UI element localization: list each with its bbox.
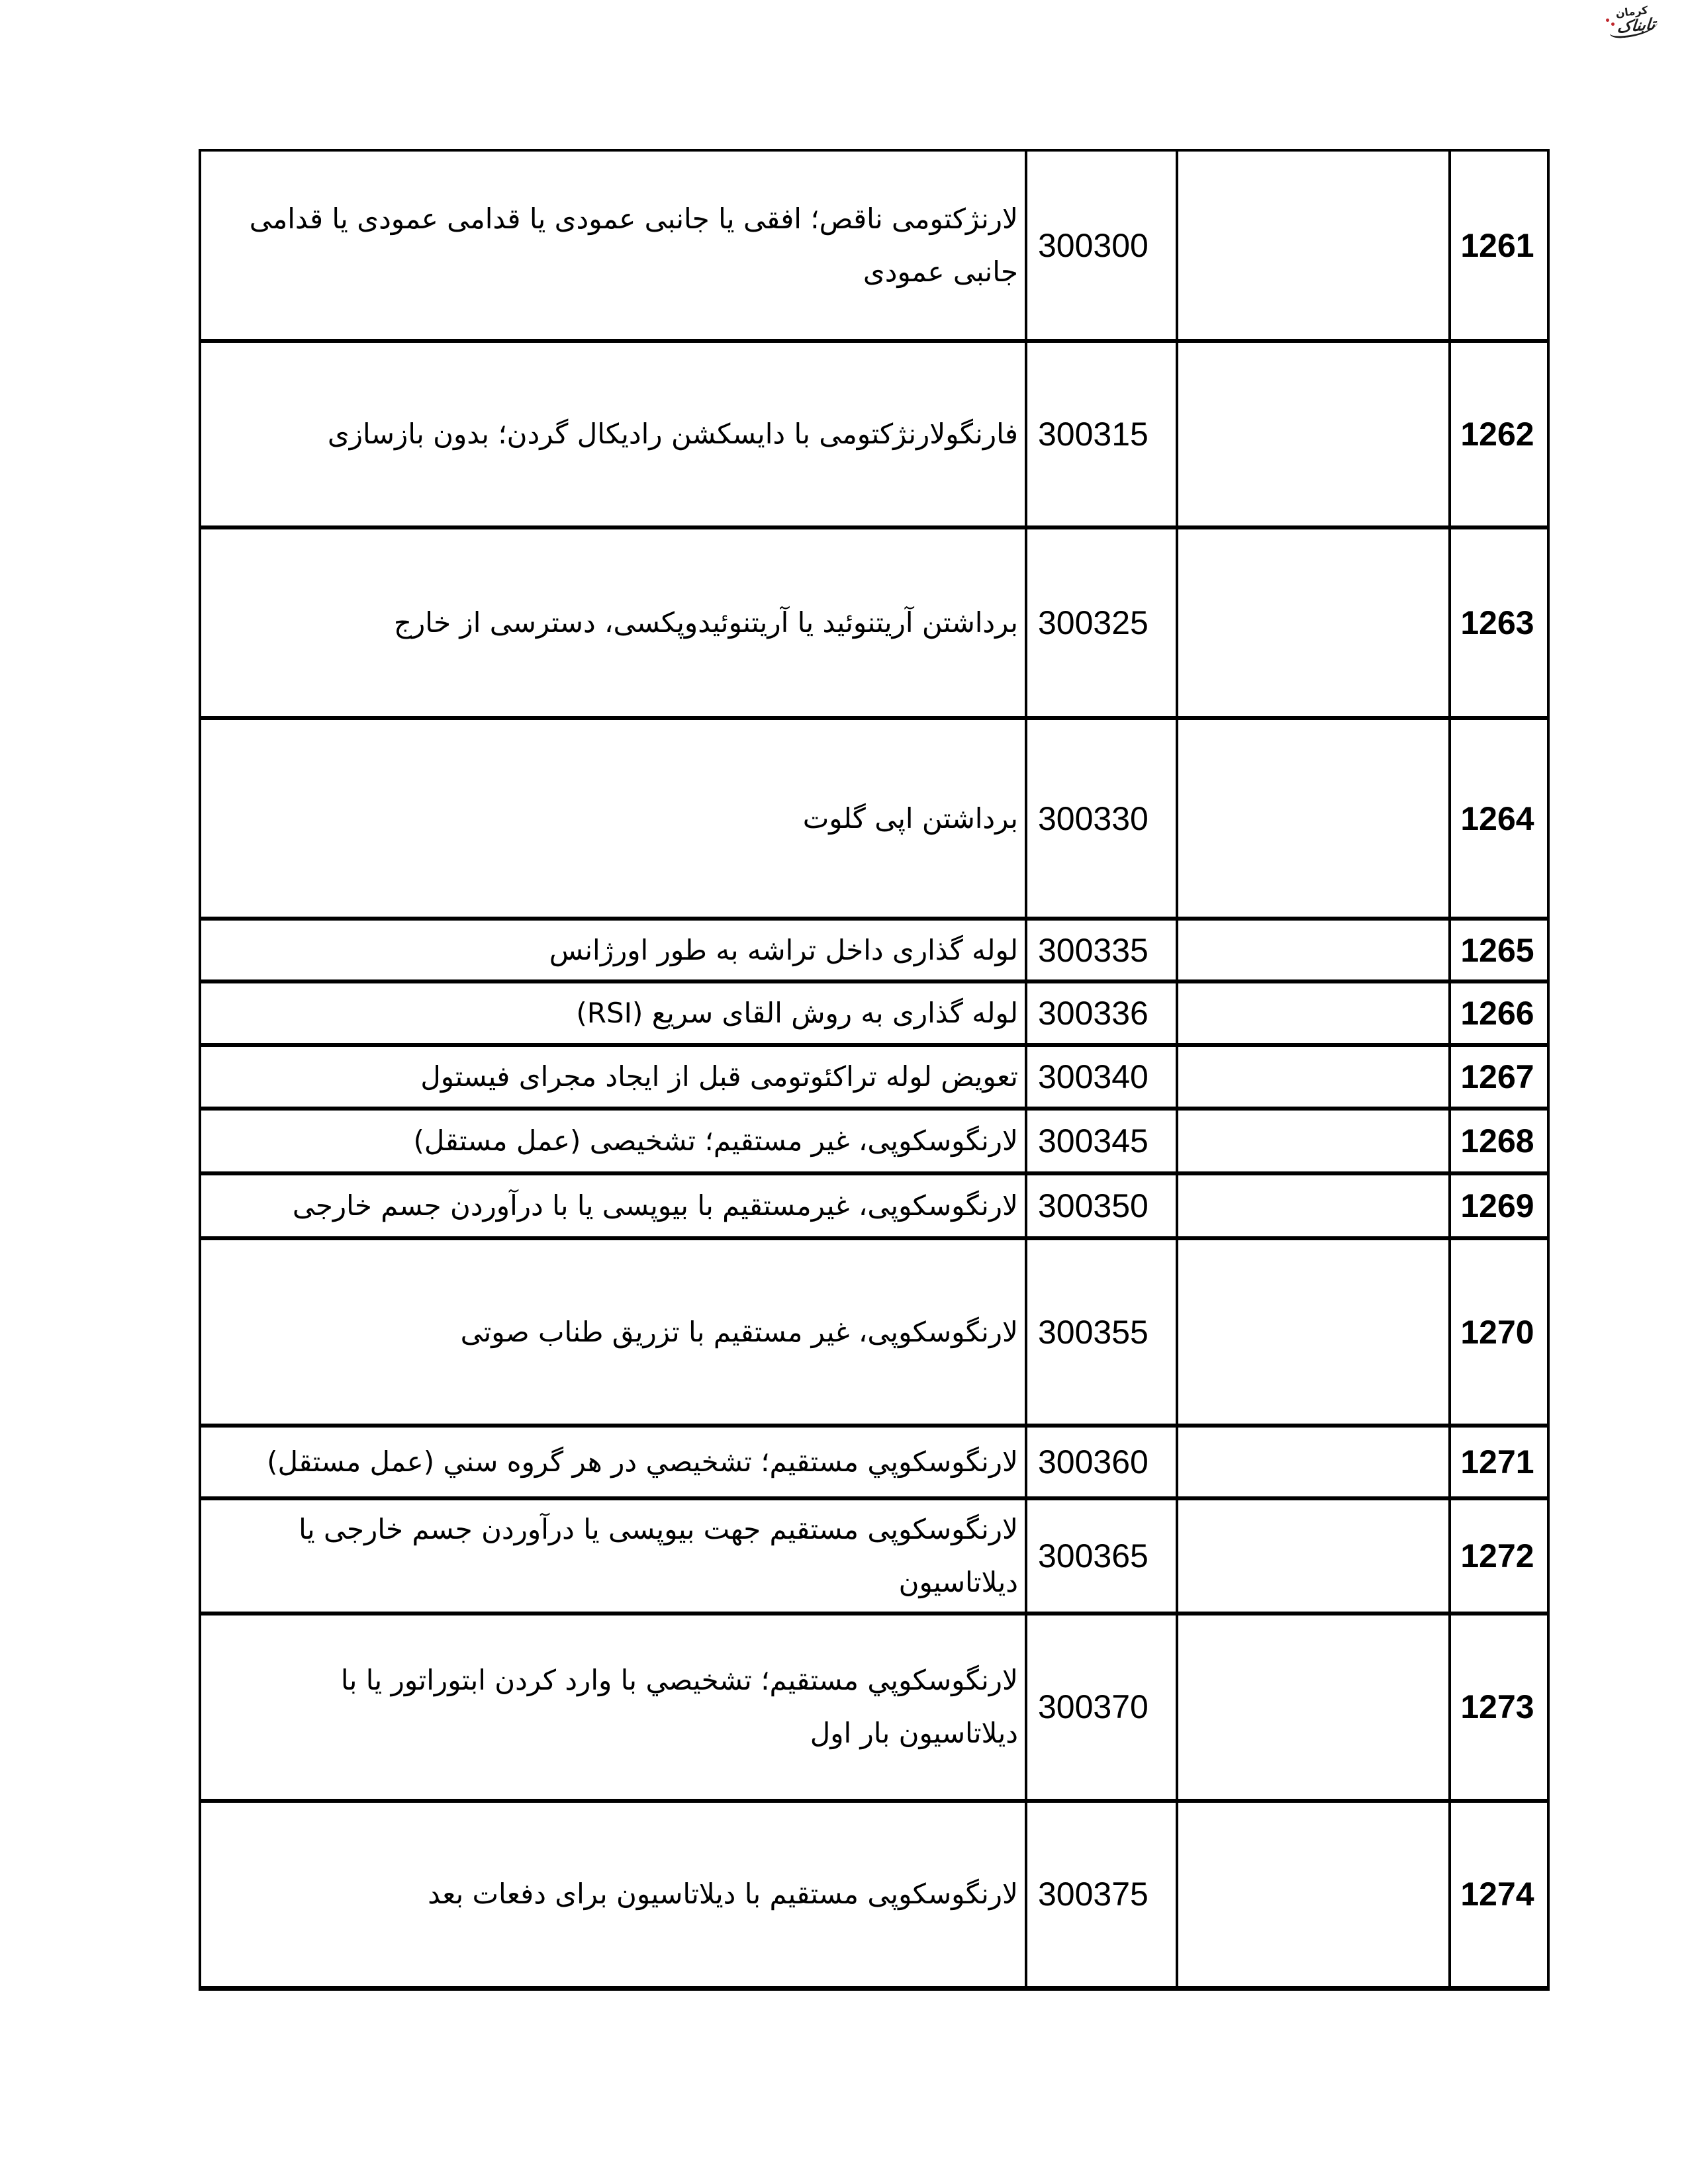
description-cell: لوله گذاری به روش القای سریع (RSI) (200, 981, 1026, 1045)
code-cell: 300370 (1026, 1614, 1177, 1801)
table-row (200, 919, 1548, 981)
code-cell: 300336 (1026, 981, 1177, 1045)
code-cell: 300300 (1026, 150, 1177, 341)
row-number-cell: 1273 (1450, 1614, 1548, 1801)
row-number-cell: 1268 (1450, 1109, 1548, 1173)
row-number-cell: 1269 (1450, 1173, 1548, 1238)
blank-cell (1177, 1498, 1450, 1614)
description-cell: لارنگوسکوپی مستقیم جهت بیوپسی یا درآوردن جسم خارجی یا دیلاتاسیون (200, 1498, 1026, 1614)
table-row (200, 341, 1548, 527)
table-row (200, 981, 1548, 1045)
table-row (200, 1109, 1548, 1173)
code-cell: 300345 (1026, 1109, 1177, 1173)
blank-cell (1177, 919, 1450, 981)
code-cell: 300375 (1026, 1801, 1177, 1989)
blank-cell (1177, 150, 1450, 341)
row-number-cell: 1266 (1450, 981, 1548, 1045)
description-cell: لارنگوسکوپی، غیر مستقیم؛ تشخیصی (عمل مستقل) (200, 1109, 1026, 1173)
code-cell: 300360 (1026, 1426, 1177, 1498)
row-number-cell: 1263 (1450, 527, 1548, 718)
row-number-cell: 1267 (1450, 1045, 1548, 1109)
code-cell: 300335 (1026, 919, 1177, 981)
blank-cell (1177, 981, 1450, 1045)
description-cell: برداشتن آریتنوئید یا آریتنوئیدوپکسی، دسترسی از خارج (200, 527, 1026, 718)
table-row (200, 1045, 1548, 1109)
code-cell: 300365 (1026, 1498, 1177, 1614)
table-row (200, 1614, 1548, 1801)
description-cell: لارنگوسکوپي مستقيم؛ تشخيصي در هر گروه سني (عمل مستقل) (200, 1426, 1026, 1498)
site-logo (1602, 5, 1665, 40)
blank-cell (1177, 1614, 1450, 1801)
description-cell: لارنگوسکوپي مستقيم؛ تشخيصي با وارد کردن ابتوراتور یا با دیلاتاسیون بار اول (200, 1614, 1026, 1801)
description-cell: لارنگوسکوپی مستقیم با دیلاتاسیون برای دفعات بعد (200, 1801, 1026, 1989)
description-cell: برداشتن اپی گلوت (200, 718, 1026, 919)
row-number-cell: 1261 (1450, 150, 1548, 341)
table-row (200, 1426, 1548, 1498)
blank-cell (1177, 1801, 1450, 1989)
description-cell: لوله گذاری داخل تراشه به طور اورژانس (200, 919, 1026, 981)
blank-cell (1177, 1173, 1450, 1238)
row-number-cell: 1274 (1450, 1801, 1548, 1989)
blank-cell (1177, 1426, 1450, 1498)
code-cell: 300330 (1026, 718, 1177, 919)
blank-cell (1177, 718, 1450, 919)
table-row (200, 1238, 1548, 1426)
code-cell: 300340 (1026, 1045, 1177, 1109)
code-cell: 300350 (1026, 1173, 1177, 1238)
logo-main-text: تابناک (1609, 16, 1658, 39)
blank-cell (1177, 527, 1450, 718)
description-cell: لارنگوسکوپی، غیرمستقیم با بیوپسی یا با درآوردن جسم خارجی (200, 1173, 1026, 1238)
logo-city-text: کرمان (1615, 3, 1649, 20)
row-number-cell: 1265 (1450, 919, 1548, 981)
row-number-cell: 1264 (1450, 718, 1548, 919)
description-cell: لارنگوسکوپی، غیر مستقیم با تزریق طناب صوتی (200, 1238, 1026, 1426)
row-number-cell: 1262 (1450, 341, 1548, 527)
blank-cell (1177, 1238, 1450, 1426)
description-cell: فارنگولارنژکتومی با دایسکشن رادیکال گردن؛ بدون بازسازی (200, 341, 1026, 527)
table-row (200, 1498, 1548, 1614)
description-cell: تعویض لوله تراکئوتومی قبل از ایجاد مجرای فیستول (200, 1045, 1026, 1109)
description-cell: لارنژکتومی ناقص؛ افقی یا جانبی عمودی یا قدامی عمودی یا قدامی جانبی عمودی (200, 150, 1026, 341)
row-number-cell: 1270 (1450, 1238, 1548, 1426)
blank-cell (1177, 341, 1450, 527)
blank-cell (1177, 1109, 1450, 1173)
code-cell: 300355 (1026, 1238, 1177, 1426)
procedure-codes-table (199, 149, 1550, 1991)
table-row (200, 718, 1548, 919)
table-row (200, 527, 1548, 718)
row-number-cell: 1271 (1450, 1426, 1548, 1498)
table-row (200, 1801, 1548, 1989)
table-row (200, 150, 1548, 341)
row-number-cell: 1272 (1450, 1498, 1548, 1614)
table-row (200, 1173, 1548, 1238)
code-cell: 300315 (1026, 341, 1177, 527)
blank-cell (1177, 1045, 1450, 1109)
code-cell: 300325 (1026, 527, 1177, 718)
